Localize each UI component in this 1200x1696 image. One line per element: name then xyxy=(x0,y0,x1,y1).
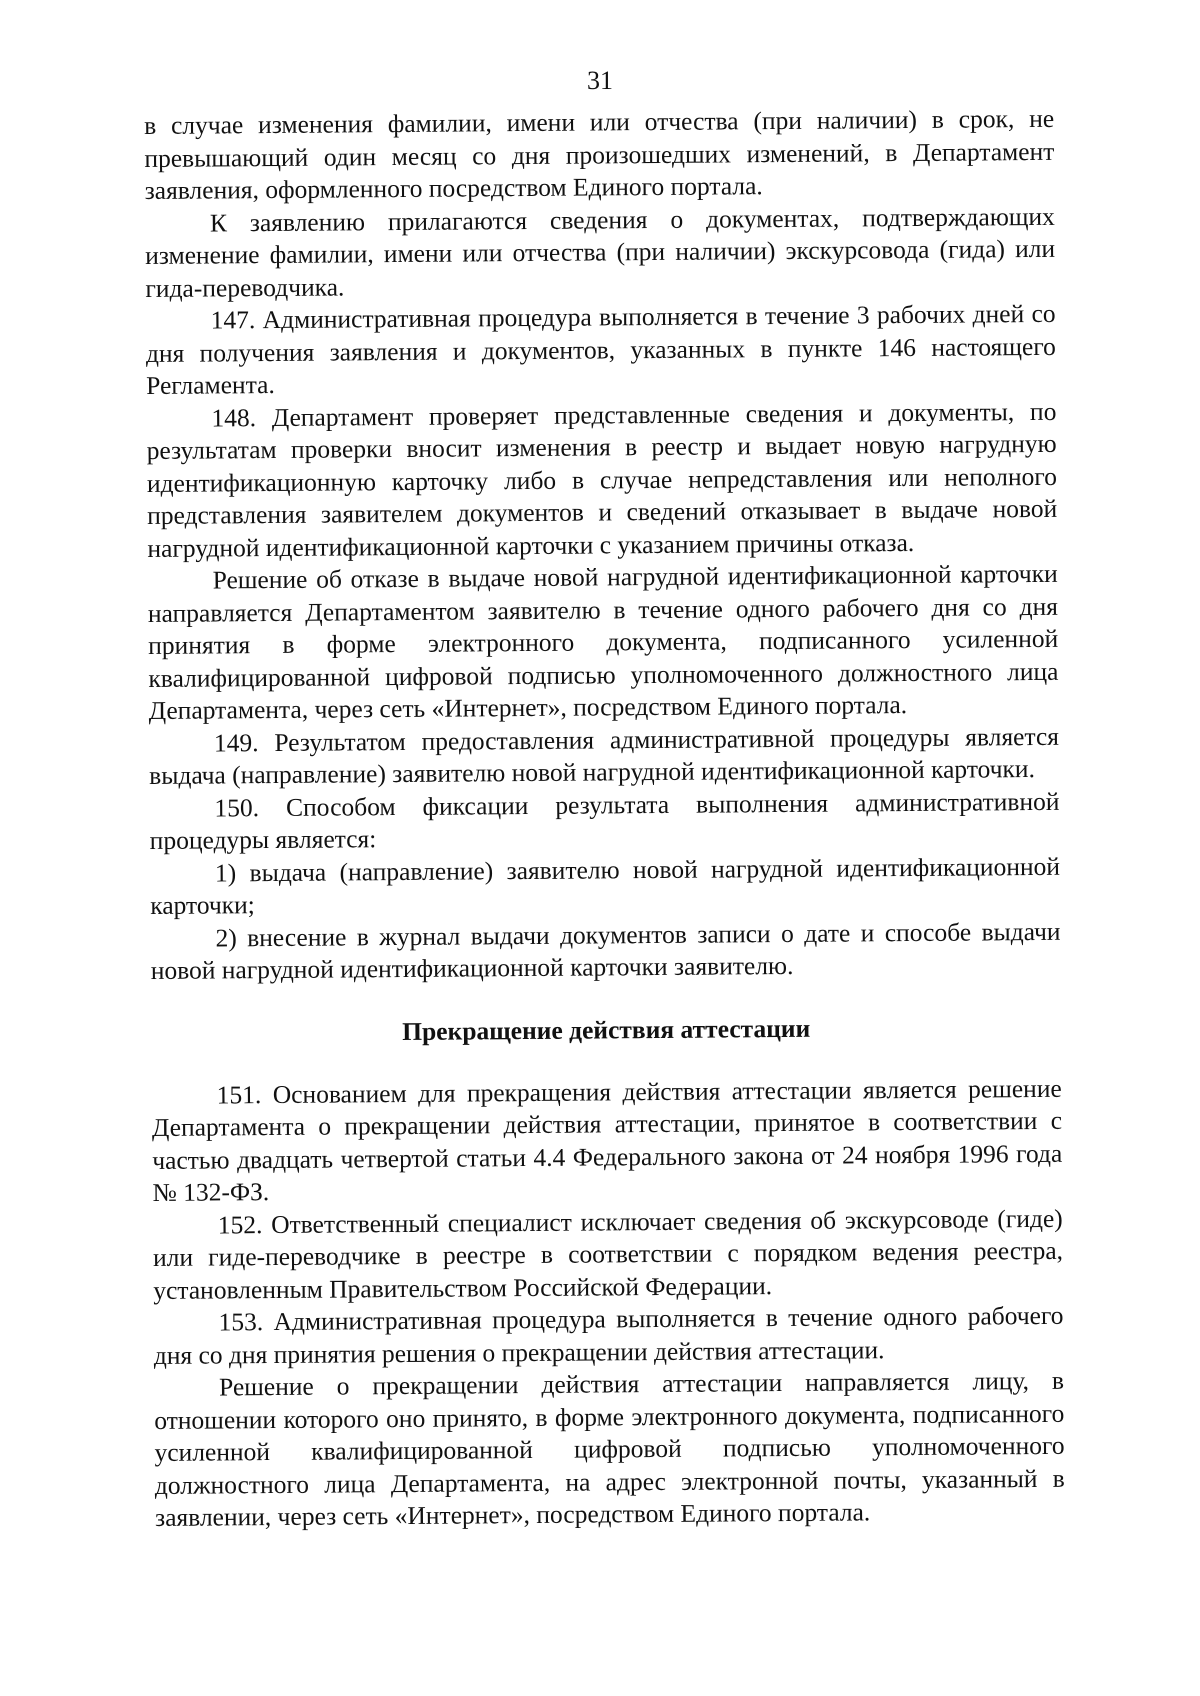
paragraph-150: 150. Способом фиксации результата выполнения административной процедуры является: xyxy=(149,786,1060,855)
paragraph-152: 152. Ответственный специалист исключает сведения об экскурсоводе (гиде) или гиде-переводчике в реестре в соответствии с порядком ведения реестра, установленным Правительством Российской Федерации. xyxy=(152,1203,1064,1305)
paragraph-153: 153. Административная процедура выполняется в течение одного рабочего дня со дня принятия решения о прекращении действия аттестации. xyxy=(153,1300,1064,1370)
paragraph-attachments: К заявлению прилагаются сведения о документах, подтверждающих изменение фамилии, имени или отчества (при наличии) экскурсовода (гида) или гида-переводчика. xyxy=(145,201,1056,303)
section-heading: Прекращение действия аттестации xyxy=(402,1013,811,1046)
list-item-2: 2) внесение в журнал выдачи документов записи о дате и способе выдачи новой нагрудной идентификационной карточки заявителю. xyxy=(150,916,1061,985)
paragraph-148: 148. Департамент проверяет представленные сведения и документы, по результатам проверки вносит изменения в реестр и выдает новую нагрудную идентификационную карточку либо в случае непредставления или неполного представления заявителем документов и сведений отказывает в выдаче новой нагрудной идентификационной карточки с указанием причины отказа. xyxy=(146,396,1058,563)
paragraph-149: 149. Результатом предоставления административной процедуры является выдача (направление) заявителю новой нагрудной идентификационной карточки. xyxy=(149,721,1060,790)
list-item-1: 1) выдача (направление) заявителю новой нагрудной идентификационной карточки; xyxy=(150,851,1061,920)
paragraph-151: 151. Основанием для прекращения действия аттестации является решение Департамента о прекращении действия аттестации, принятое в соответствии с частью двадцать четвертой статьи 4.4 Федерального закона от 24 ноября 1996 года № 132-ФЗ. xyxy=(151,1073,1063,1207)
paragraph-147: 147. Административная процедура выполняется в течение 3 рабочих дней со дня получения заявления и документов, указанных в пункте 146 настоящего Регламента. xyxy=(145,298,1056,400)
paragraph-termination-decision: Решение о прекращении действия аттестации направляется лицу, в отношении которого оно принято, в форме электронного документа, подписанного усиленной квалифицированной цифровой подписью уполномоченного должностного лица Департамента, на адрес электронной почты, указанный в заявлении, через сеть «Интернет», посредством Единого портала. xyxy=(154,1365,1065,1532)
page-number: 31 xyxy=(587,66,613,95)
paragraph-continuation: в случае изменения фамилии, имени или отчества (при наличии) в срок, не превышающий один месяц со дня произошедших изменений, в Департамент заявления, оформленного посредством Единого портала. xyxy=(144,103,1055,205)
paragraph-refusal-decision: Решение об отказе в выдаче новой нагрудной идентификационной карточки направляется Департаментом заявителю в течение одного рабочего дня со дня принятия в форме электронного документа, подписанного усиленной квалифицированной цифровой подписью уполномоченного должностного лица Департамента, через сеть «Интернет», посредством Единого портала. xyxy=(147,558,1059,725)
document-body xyxy=(144,103,1065,1535)
